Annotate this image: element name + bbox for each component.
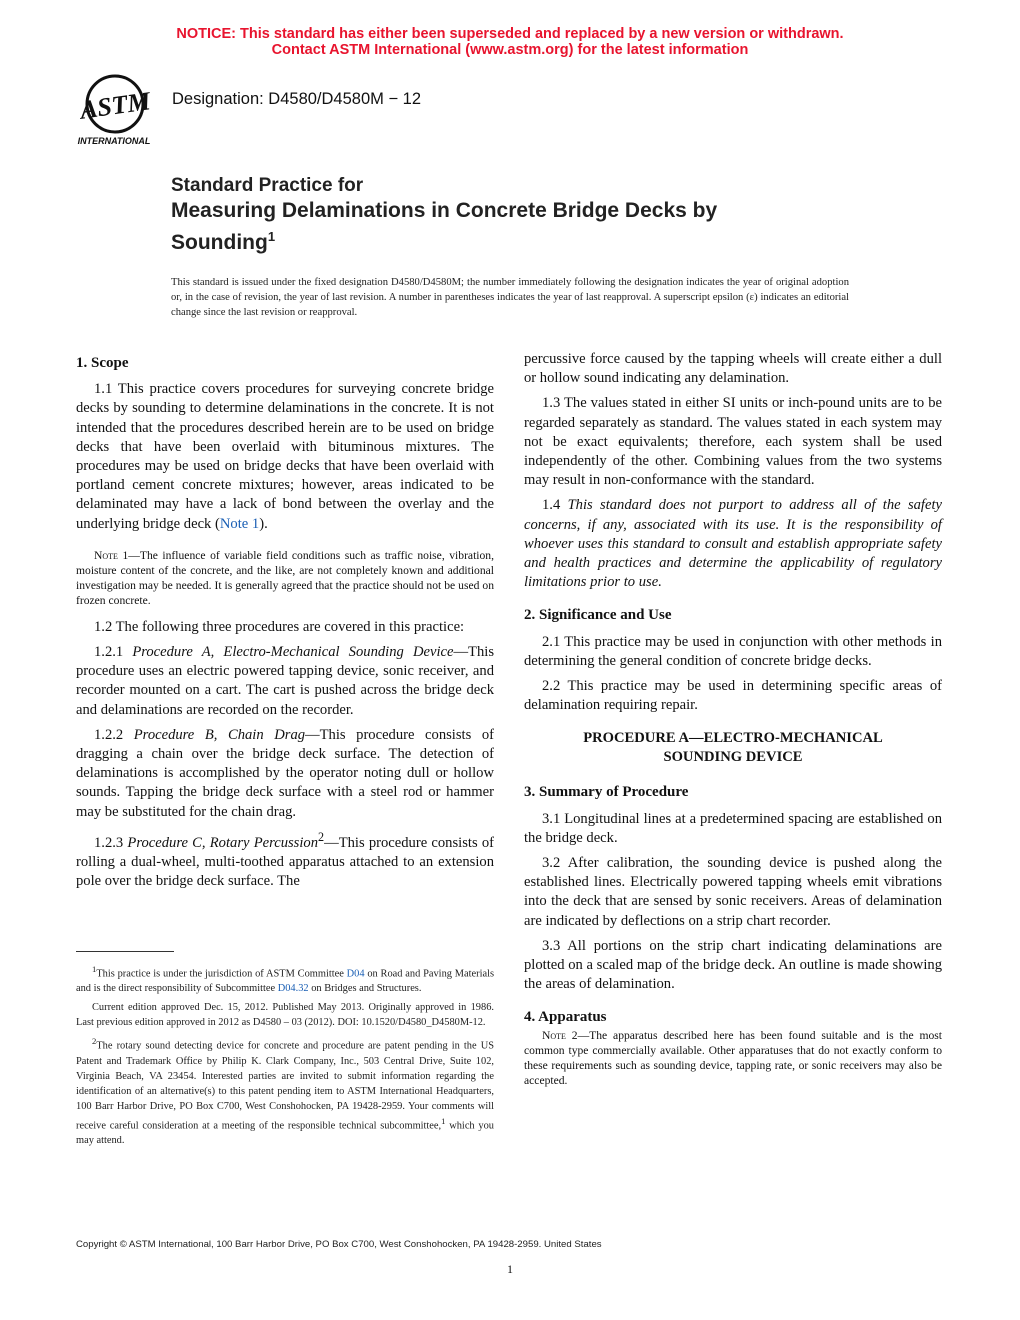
para-3-3: 3.3 All portions on the strip chart indicating delaminations are plotted on a scaled map of the bridge deck. An outline is made showing the areas of delamination. bbox=[524, 937, 942, 993]
designation: Designation: D4580/D4580M − 12 bbox=[172, 90, 422, 108]
title-line-2: Measuring Delaminations in Concrete Bridge Decks by bbox=[171, 199, 718, 222]
para-1-4 bbox=[524, 496, 942, 592]
footnote-2-end: which you may attend. bbox=[76, 1120, 494, 1147]
superseded-notice bbox=[0, 26, 1020, 58]
para-1-2-3-continued: percussive force caused by the tapping wheels will create either a dull or hollow sound indicating any delamination. bbox=[524, 351, 942, 387]
document-title bbox=[171, 174, 911, 256]
footnote-2-ref: 1 bbox=[441, 1115, 446, 1126]
section-1-heading: 1. Scope bbox=[76, 355, 129, 371]
title-line-3-text: Sounding bbox=[171, 231, 268, 254]
para-3-2: 3.2 After calibration, the sounding device is pushed along the established lines. Electrically powered tapping wheels emit vibrations into the deck that are sensed by sonic receivers. Areas of delamination are indicated by deflections on a strip chart recorder. bbox=[524, 855, 942, 929]
section-2-heading: 2. Significance and Use bbox=[524, 607, 672, 624]
footnote-1-c: on Bridges and Structures. bbox=[308, 983, 422, 995]
para-3-1: 3.1 Longitudinal lines at a predetermined spacing are established on the bridge deck. bbox=[524, 810, 942, 846]
note-2-text: —The apparatus described here has been found suitable and is the most common type commercially available. Other apparatuses that do not exactly conform to these requirements such as sounding device, tapping rate, or sonic receivers may also be accepted. bbox=[524, 1028, 942, 1087]
para-1-2: 1.2 The following three procedures are covered in this practice: bbox=[94, 618, 465, 635]
notice-line-1: NOTICE: This standard has either been superseded and replaced by a new version or withdrawn. bbox=[176, 26, 844, 42]
para-1-2-1 bbox=[76, 643, 494, 720]
section-4-heading: 4. Apparatus bbox=[524, 1009, 607, 1026]
footnote-1-edition: Current edition approved Dec. 15, 2012. Published May 2013. Originally approved in 1986. Last previous edition approved in 2012 as D4580 – 03 (2012). DOI: 10.1520/D4580_D4580M-12. bbox=[76, 1002, 494, 1029]
footnotes bbox=[76, 962, 494, 1152]
para-1-2-1-body: —This procedure uses an electric powered tapping device, sonic receiver, and recorder mounted on a cart. The cart is pushed across the bridge deck and delaminations are recorded on the recorder. bbox=[76, 644, 494, 718]
para-1-2-1-num: 1.2.1 bbox=[94, 644, 124, 661]
page-number: 1 bbox=[507, 1262, 513, 1276]
para-1-2-2-title: Procedure B, Chain Drag bbox=[133, 726, 306, 743]
title-footnote-mark: 1 bbox=[267, 229, 276, 244]
procedure-a-line-2: SOUNDING DEVICE bbox=[663, 749, 803, 766]
footnote-2-label: 2 bbox=[92, 1036, 97, 1047]
committee-d04-link[interactable]: D04 bbox=[346, 968, 365, 980]
copyright: Copyright © ASTM International, 100 Barr Harbor Drive, PO Box C700, West Conshohocken, PA 19428-2959. United States bbox=[76, 1239, 602, 1250]
footnote-1 bbox=[76, 962, 494, 996]
issuance-statement: This standard is issued under the fixed designation D4580/D4580M; the number immediately following the designation indicates the year of original adoption or, in the case of revision, the year of last revision. A number in parentheses indicates the year of last reapproval. A superscript epsilon (ε) indicates an editorial change since the last revision or reapproval. bbox=[171, 277, 849, 318]
para-1-2-3-title: Procedure C, Rotary Percussion bbox=[127, 834, 319, 851]
footnote-2 bbox=[76, 1034, 494, 1148]
para-1-2-2-num: 1.2.2 bbox=[94, 726, 124, 743]
para-1-2-2-body: —This procedure consists of dragging a chain over the bridge deck surface. The detection of delaminations is accomplished by the operator noting dull or hollow sounds. Tapping the bridge deck surface with a steel rod or hammer may be substituted for the chain drag. bbox=[76, 726, 495, 820]
procedure-a-heading bbox=[524, 729, 942, 767]
subcommittee-d04-32-link[interactable]: D04.32 bbox=[277, 983, 309, 995]
astm-logo bbox=[68, 72, 168, 152]
para-1-3: 1.3 The values stated in either SI units or inch-pound units are to be regarded separately as standard. The values stated in each system may not be exact equivalents; therefore, each system shall be used independently of the other. Combining values from the two systems may result in non-conformance with the standard. bbox=[524, 395, 942, 489]
para-1-2-3 bbox=[76, 828, 494, 891]
para-1-2-1-title: Procedure A, Electro-Mechanical Sounding Device bbox=[132, 644, 454, 661]
para-1-1 bbox=[76, 380, 494, 534]
para-1-2-3-body: —This procedure consists of rolling a dual-wheel, multi-toothed apparatus attached to an extension pole over the bridge deck surface. The bbox=[76, 834, 495, 890]
footnote-rule bbox=[76, 951, 174, 952]
note-2 bbox=[524, 1028, 942, 1088]
logo-subtitle: INTERNATIONAL bbox=[77, 136, 151, 146]
right-column bbox=[524, 350, 942, 1098]
footnote-2-mark: 2 bbox=[318, 829, 325, 844]
footnote-1-a: This practice is under the jurisdiction of ASTM Committee bbox=[96, 968, 347, 980]
para-2-1: 2.1 This practice may be used in conjunction with other methods in determining the general condition of concrete bridge decks. bbox=[524, 633, 942, 669]
note-1-link[interactable]: Note 1 bbox=[219, 515, 260, 532]
logo-text: ASTM bbox=[78, 86, 153, 125]
para-2-2: 2.2 This practice may be used in determining specific areas of delamination requiring repair. bbox=[524, 678, 942, 714]
note-1 bbox=[76, 548, 494, 608]
footnote-1-mark: 1 bbox=[92, 964, 97, 974]
para-1-2-3-num: 1.2.3 bbox=[94, 834, 124, 851]
note-2-label: Note 2 bbox=[542, 1028, 578, 1042]
left-column bbox=[76, 350, 494, 897]
para-1-1-end: ). bbox=[259, 515, 268, 532]
section-3-heading: 3. Summary of Procedure bbox=[524, 784, 689, 801]
title-line-3 bbox=[171, 224, 911, 256]
title-line-1: Standard Practice for bbox=[171, 175, 364, 196]
procedure-a-line-1: PROCEDURE A—ELECTRO-MECHANICAL bbox=[583, 730, 883, 747]
para-1-4-text: This standard does not purport to address all of the safety concerns, if any, associated with its use. It is the responsibility of whoever uses this standard to consult and establish appropriate safety and health practices and determine the applicability of regulatory limitations prior to use. bbox=[524, 497, 942, 591]
para-1-1-text: 1.1 This practice covers procedures for surveying concrete bridge decks by sounding to determine delaminations in the concrete. It is not intended that the procedures described herein are to be used on bridge decks that have been overlaid with bituminous mixtures. The procedures may be used on bridge decks that have been overlaid with portland cement concrete mixtures; however, areas indicated to be delaminated may have a lack of bond between the overlay and the underlying bridge deck ( bbox=[76, 381, 494, 532]
note-1-text: —The influence of variable field conditions such as traffic noise, vibration, moisture content of the concrete, and the like, are not completely known and additional investigation may be needed. It is generally agreed that the practice should not be used on frozen concrete. bbox=[76, 548, 495, 607]
notice-line-2: Contact ASTM International (www.astm.org) for the latest information bbox=[271, 42, 749, 58]
footnote-2-text: The rotary sound detecting device for concrete and procedure are patent pending in the US Patent and Trademark Office by Philip K. Clark Company, Inc., 503 Central Drive, Suite 102, Virginia Beach, VA 23454. Interested parties are invited to submit information regarding the identification of an alternative(s) to this patent pending item to ASTM International Headquarters, 100 Barr Harbor Drive, PO Box C700, West Conshohocken, PA 19428-2959. Your comments will receive careful consideration at a meeting of the responsible technical subcommittee, bbox=[76, 1040, 494, 1132]
footnote-1-b: on Road and Paving Materials and is the direct responsibility of Subcommittee bbox=[76, 968, 495, 995]
para-1-4-num: 1.4 bbox=[542, 497, 561, 514]
para-1-2-2 bbox=[76, 726, 494, 822]
note-1-label: Note 1 bbox=[94, 548, 129, 562]
